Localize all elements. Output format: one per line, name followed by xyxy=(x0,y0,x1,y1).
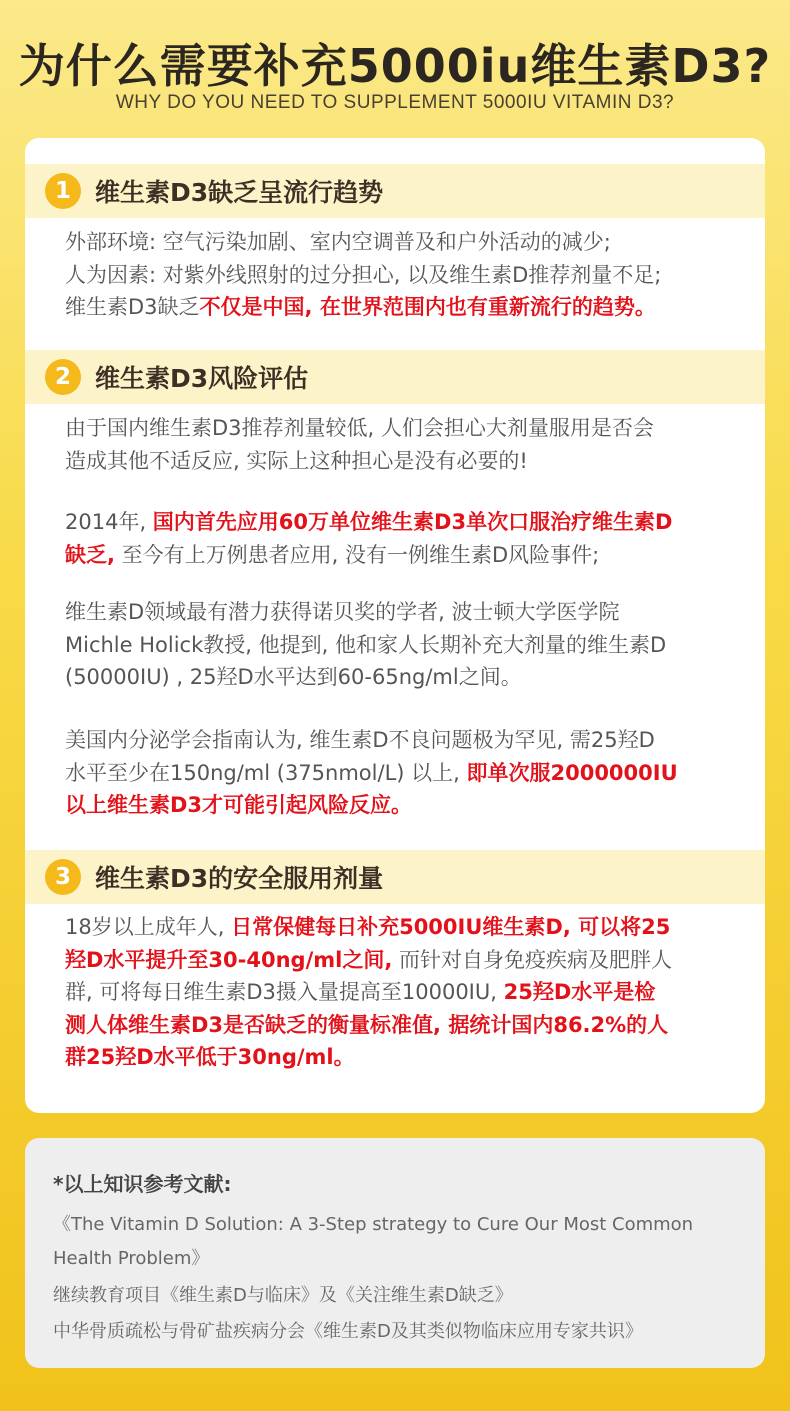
references-card xyxy=(25,1138,765,1368)
references-title: *以上知识参考文献: xyxy=(53,1172,232,1196)
highlight-text: 以上维生素D3才可能引起风险反应。 xyxy=(65,793,413,817)
text-span: 由于国内维生素D3推荐剂量较低, 人们会担心大剂量服用是否会 xyxy=(65,416,654,440)
section-2-paragraph-3 xyxy=(65,596,755,694)
page-subtitle: WHY DO YOU NEED TO SUPPLEMENT 5000IU VITAMIN D3? xyxy=(115,92,675,113)
reference-item: 继续教育项目《维生素D与临床》及《关注维生素D缺乏》 xyxy=(53,1285,513,1306)
page-title: 为什么需要补充5000iu维生素D3? xyxy=(18,39,772,93)
text-span: 群, 可将每日维生素D3摄入量提高至10000IU, xyxy=(65,980,504,1004)
highlight-text: 群25羟D水平低于30ng/ml。 xyxy=(65,1045,355,1069)
text-line xyxy=(65,506,755,539)
section-3-body xyxy=(65,911,755,1074)
text-span: 维生素D领域最有潜力获得诺贝奖的学者, 波士顿大学医学院 xyxy=(65,600,620,624)
highlight-text: 羟D水平提升至30-40ng/ml之间, xyxy=(65,947,393,972)
highlight-text: 测人体维生素D3是否缺乏的衡量标准值, 据统计国内86.2%的人 xyxy=(65,1012,669,1037)
section-2-paragraph-4 xyxy=(65,724,755,822)
section-number-badge: 2 xyxy=(45,359,81,395)
text-line xyxy=(65,259,755,292)
text-line xyxy=(65,757,755,790)
section-1-body xyxy=(65,226,755,324)
text-span: (50000IU) , 25羟D水平达到60-65ng/ml之间。 xyxy=(65,665,522,689)
highlight-text: 日常保健每日补充5000IU维生素D, 可以将25 xyxy=(231,915,671,939)
reference-item: 《The Vitamin D Solution: A 3-Step strategy to Cure Our Most Common xyxy=(53,1214,694,1235)
highlight-text: 缺乏, xyxy=(65,542,115,567)
reference-item: Health Problem》 xyxy=(53,1248,210,1269)
text-line xyxy=(65,789,755,822)
text-span: 18岁以上成年人, xyxy=(65,915,232,939)
section-2-paragraph-2 xyxy=(65,506,755,571)
highlight-text: 25羟D水平是检 xyxy=(503,980,656,1004)
highlight-text: 不仅是中国, 在世界范围内也有重新流行的趋势。 xyxy=(199,295,656,319)
text-line xyxy=(65,724,755,757)
section-title: 维生素D3风险评估 xyxy=(95,364,309,393)
text-line xyxy=(65,445,755,478)
text-line xyxy=(65,596,755,629)
text-span: 美国内分泌学会指南认为, 维生素D不良问题极为罕见, 需25羟D xyxy=(65,728,655,752)
text-line xyxy=(65,911,755,944)
text-line xyxy=(65,1041,755,1074)
text-line xyxy=(65,226,755,259)
text-span: 水平至少在150ng/ml (375nmol/L) 以上, xyxy=(65,760,467,785)
section-number-badge: 3 xyxy=(45,859,81,895)
section-3-header xyxy=(25,850,765,904)
text-span: 外部环境: 空气污染加剧、室内空调普及和户外活动的减少; xyxy=(65,230,611,254)
text-span: 而针对自身免疫疾病及肥胖人 xyxy=(392,947,672,972)
section-1-header xyxy=(25,164,765,218)
section-2-header xyxy=(25,350,765,404)
text-span: 造成其他不适反应, 实际上这种担心是没有必要的! xyxy=(65,448,528,473)
content-card xyxy=(25,138,765,1113)
section-title: 维生素D3的安全服用剂量 xyxy=(95,864,384,893)
text-line xyxy=(65,539,755,572)
text-span: 人为因素: 对紫外线照射的过分担心, 以及维生素D推荐剂量不足; xyxy=(65,262,662,287)
section-2-paragraph-1 xyxy=(65,412,755,477)
section-number-badge: 1 xyxy=(45,173,81,209)
text-span: 2014年, xyxy=(65,510,153,534)
text-line xyxy=(65,412,755,445)
text-line xyxy=(65,976,755,1009)
text-line xyxy=(65,661,755,694)
text-span: Michle Holick教授, 他提到, 他和家人长期补充大剂量的维生素D xyxy=(65,632,667,657)
text-span: 维生素D3缺乏 xyxy=(65,295,200,319)
highlight-text: 即单次服2000000IU xyxy=(466,760,678,785)
text-line xyxy=(65,1009,755,1042)
text-line xyxy=(65,291,755,324)
text-line xyxy=(65,944,755,977)
section-title: 维生素D3缺乏呈流行趋势 xyxy=(95,178,384,207)
reference-item: 中华骨质疏松与骨矿盐疾病分会《维生素D及其类似物临床应用专家共识》 xyxy=(53,1321,643,1342)
text-line xyxy=(65,629,755,662)
highlight-text: 国内首先应用60万单位维生素D3单次口服治疗维生素D xyxy=(152,510,673,534)
text-span: 至今有上万例患者应用, 没有一例维生素D风险事件; xyxy=(114,542,600,567)
